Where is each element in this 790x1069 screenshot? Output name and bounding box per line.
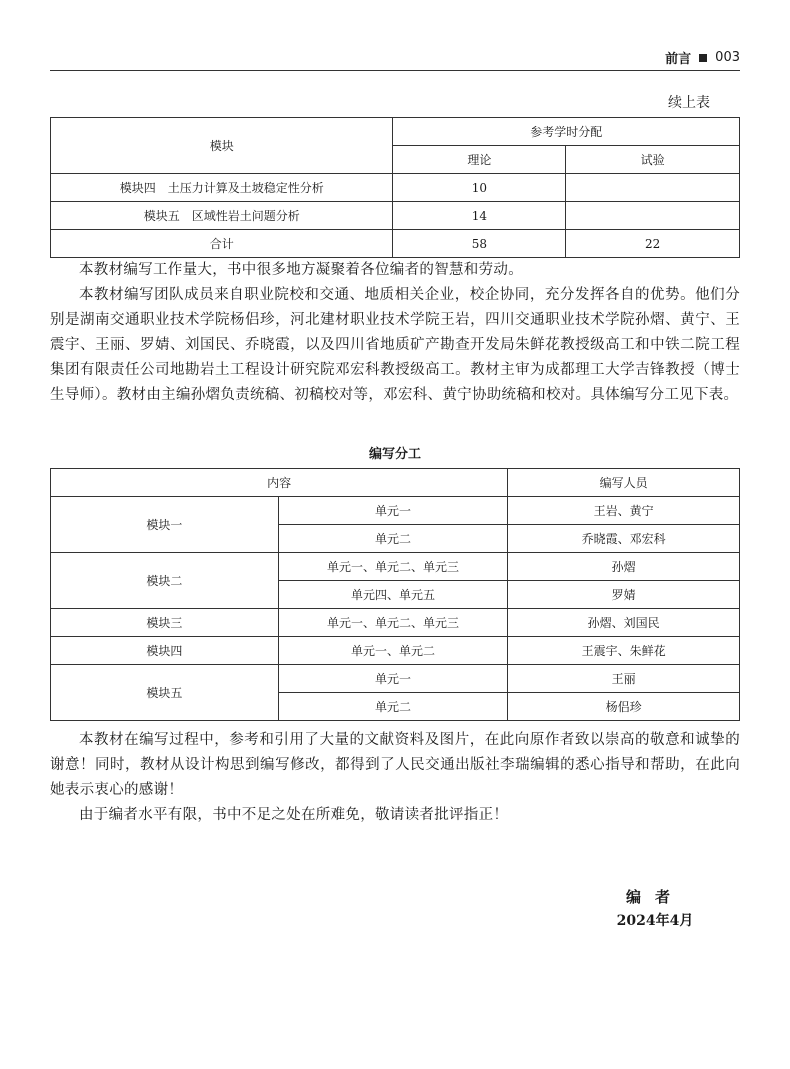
unit-cell: 单元二	[278, 693, 508, 721]
header-cell-content: 内容	[51, 469, 508, 497]
table-cell: 58	[393, 230, 566, 258]
header-cell-theory: 理论	[393, 146, 566, 174]
author-cell: 乔晓霞、邓宏科	[508, 525, 740, 553]
table-caption: 编写分工	[368, 447, 421, 462]
unit-cell: 单元四、单元五	[278, 581, 508, 609]
header-square-icon	[699, 54, 707, 62]
table-cell	[566, 202, 740, 230]
header-cell-authors: 编写人员	[508, 469, 740, 497]
table-cell: 10	[393, 174, 566, 202]
paragraph-3: 本教材在编写过程中，参考和引用了大量的文献资料及图片，在此向原作者致以崇高的敬意和诚挚的谢意！同时，教材从设计构思到编写修改，都得到了人民交通出版社李瑞编辑的悉心指导和帮助，在此向她表示衷心的感谢！	[50, 732, 740, 798]
table-cell: 22	[566, 230, 740, 258]
table-row	[51, 469, 740, 497]
table-cell: 合计	[51, 230, 393, 258]
table-cell: 14	[393, 202, 566, 230]
author-cell: 孙熠	[508, 553, 740, 581]
unit-cell: 单元一、单元二、单元三	[278, 553, 508, 581]
signature-date: 2024年4月	[616, 913, 694, 929]
table-row	[51, 665, 740, 693]
table-cell: 模块四 土压力计算及土坡稳定性分析	[51, 174, 393, 202]
signature-editor: 编者	[625, 888, 684, 906]
table-row	[51, 637, 740, 665]
author-cell: 罗婧	[508, 581, 740, 609]
table-row	[51, 553, 740, 581]
authors-table	[50, 468, 740, 721]
author-cell: 王丽	[508, 665, 740, 693]
header-cell-hours: 参考学时分配	[393, 118, 740, 146]
header-right	[665, 48, 740, 67]
table-cell: 模块五 区域性岩土问题分析	[51, 202, 393, 230]
module-cell: 模块四	[51, 637, 279, 665]
hours-table	[50, 117, 740, 258]
module-cell: 模块一	[51, 497, 279, 553]
table-cell	[566, 174, 740, 202]
paragraph-1: 本教材编写工作量大，书中很多地方凝聚着各位编者的智慧和劳动。	[79, 262, 523, 278]
unit-cell: 单元一	[278, 665, 508, 693]
header-cell-module: 模块	[51, 118, 393, 174]
page-header	[50, 48, 740, 71]
unit-cell: 单元一、单元二、单元三	[278, 609, 508, 637]
table-row	[51, 609, 740, 637]
continuation-label: 续上表	[668, 95, 710, 111]
author-cell: 王震宇、朱鲜花	[508, 637, 740, 665]
author-cell: 杨侣珍	[508, 693, 740, 721]
table-row	[51, 174, 740, 202]
page-number: 003	[715, 50, 740, 65]
author-cell: 孙熠、刘国民	[508, 609, 740, 637]
module-cell: 模块五	[51, 665, 279, 721]
unit-cell: 单元二	[278, 525, 508, 553]
header-cell-test: 试验	[566, 146, 740, 174]
table-row	[51, 230, 740, 258]
table-row	[51, 202, 740, 230]
paragraph-2: 本教材编写团队成员来自职业院校和交通、地质相关企业，校企协同，充分发挥各自的优势。他们分别是湖南交通职业技术学院杨侣珍，河北建材职业技术学院王岩，四川交通职业技术学院孙熠、黄宁、王震宇、王丽、罗婧、刘国民、乔晓霞，以及四川省地质矿产勘查开发局朱鲜花教授级高工和中铁二院工程集团有限责任公司地勘岩土工程设计研究院邓宏科教授级高工。教材主审为成都理工大学吉锋教授（博士生导师）。教材由主编孙熠负责统稿、初稿校对等，邓宏科、黄宁协助统稿和校对。具体编写分工见下表。	[50, 287, 740, 403]
table-row	[51, 497, 740, 525]
module-cell: 模块三	[51, 609, 279, 637]
unit-cell: 单元一、单元二	[278, 637, 508, 665]
paragraph-4: 由于编者水平有限，书中不足之处在所难免，敬请读者批评指正！	[79, 807, 509, 823]
unit-cell: 单元一	[278, 497, 508, 525]
table-row	[51, 118, 740, 146]
module-cell: 模块二	[51, 553, 279, 609]
header-section: 前言	[665, 52, 692, 67]
author-cell: 王岩、黄宁	[508, 497, 740, 525]
